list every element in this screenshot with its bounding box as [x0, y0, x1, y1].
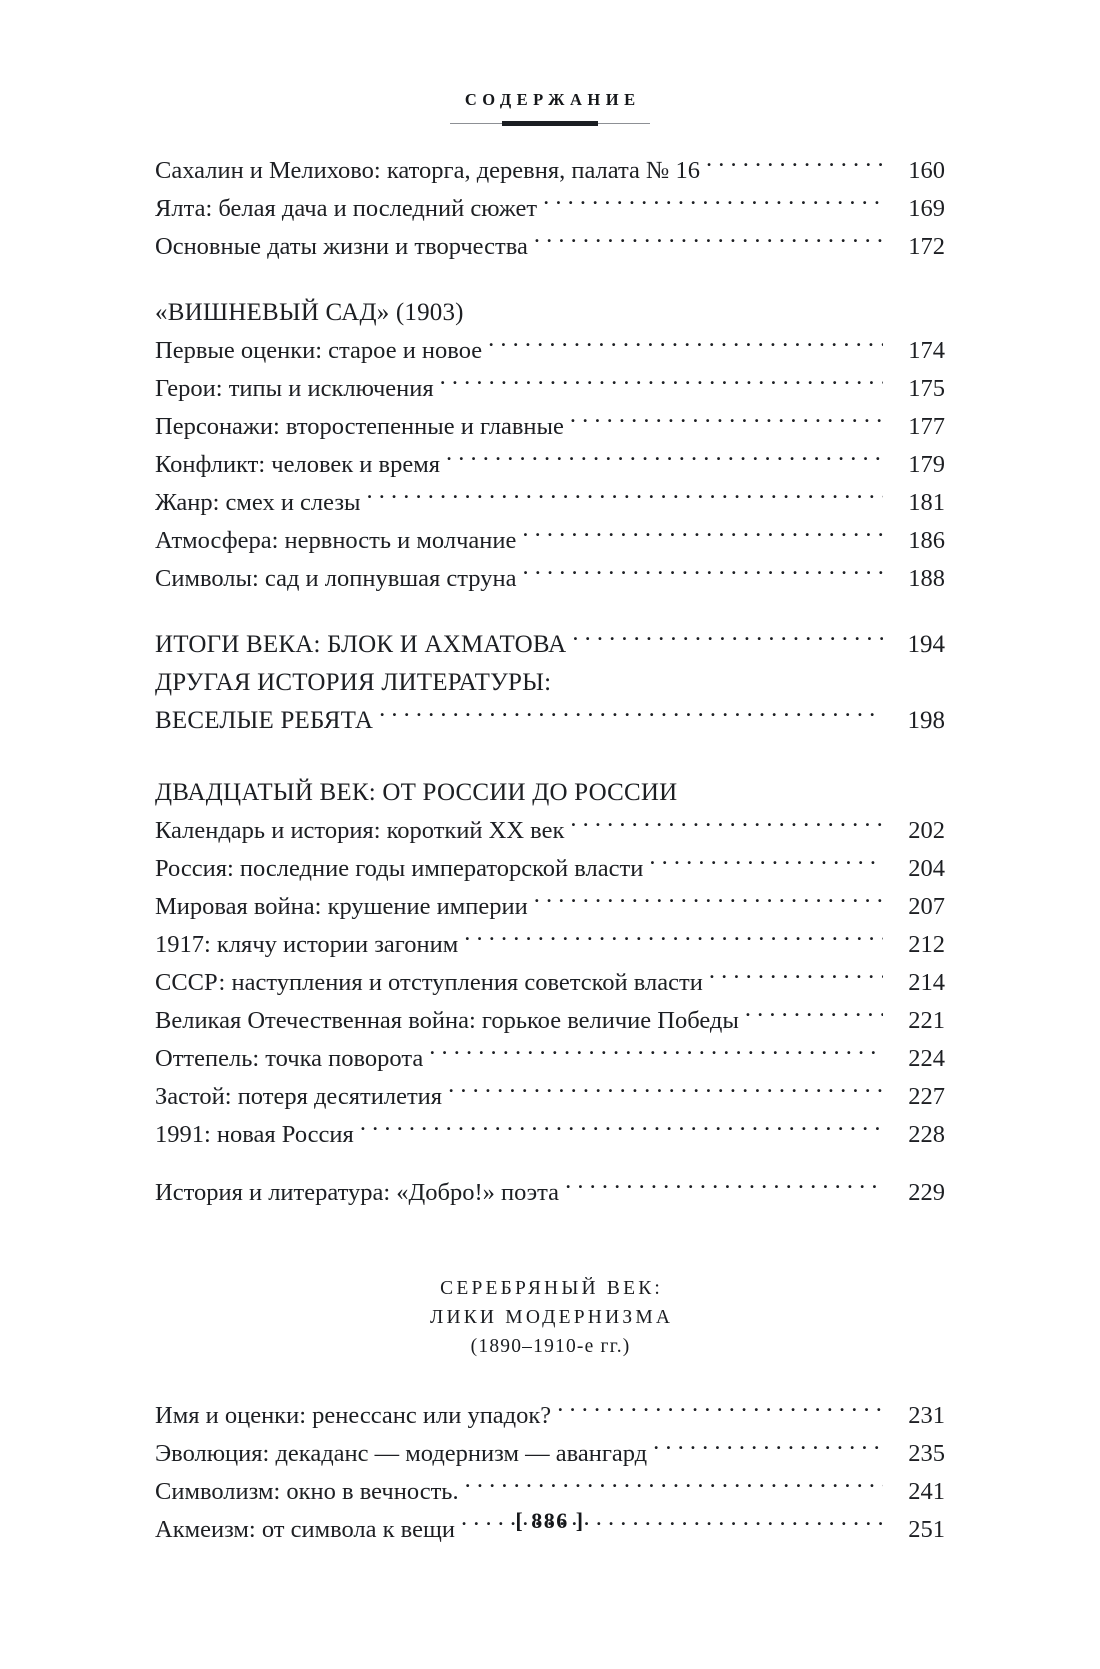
toc-entry-label: Великая Отечественная война: горькое величие Победы [155, 1007, 739, 1034]
dot-leader [677, 775, 883, 800]
toc-entry-label: Атмосфера: нервность и молчание [155, 527, 517, 554]
toc-entry[interactable] [155, 1397, 945, 1435]
toc-section-heading[interactable] [155, 294, 945, 332]
toc-entry[interactable] [155, 1435, 945, 1473]
toc-section-heading[interactable] [155, 774, 945, 812]
dot-leader [440, 372, 883, 397]
toc-entry-page: 198 [907, 707, 945, 734]
toc-entry-label: Ялта: белая дача и последний сюжет [155, 195, 538, 222]
page-title: СОДЕРЖАНИЕ [464, 90, 641, 109]
part-title-line-1: СЕРЕБРЯНЫЙ ВЕК: [440, 1278, 664, 1299]
toc-entry[interactable] [155, 370, 945, 408]
toc-entry-page: 175 [908, 375, 945, 402]
toc-entry-label: Символы: сад и лопнувшая струна [155, 565, 517, 592]
toc-entry[interactable] [155, 1002, 945, 1040]
toc-section-entry-line1[interactable] [155, 664, 945, 702]
toc-entry-page: 188 [908, 565, 945, 592]
toc-entry[interactable] [155, 964, 945, 1002]
toc-entry[interactable] [155, 408, 945, 446]
toc-entry-page: 241 [908, 1478, 945, 1505]
toc-entry-label: Имя и оценки: ренессанс или упадок? [155, 1402, 552, 1429]
toc-entry-page: 202 [908, 817, 945, 844]
toc-entry-page: 224 [908, 1045, 945, 1072]
dot-leader [522, 524, 883, 549]
dot-leader [706, 154, 883, 179]
spacer [155, 598, 945, 626]
toc-entry-page: 194 [907, 631, 945, 658]
toc-section-heading-label: «ВИШНЕВЫЙ САД» (1903) [155, 299, 464, 326]
dot-leader [565, 1176, 883, 1201]
toc-entry-page: 212 [908, 931, 945, 958]
toc-entry-label: История и литература: «Добро!» поэта [155, 1179, 560, 1206]
toc-entry-page: 181 [908, 489, 945, 516]
toc-entry[interactable] [155, 888, 945, 926]
dot-leader [709, 966, 883, 991]
dot-leader [522, 562, 883, 587]
toc-entry[interactable] [155, 228, 945, 266]
toc-entry-page: 235 [908, 1440, 945, 1467]
toc-entry[interactable] [155, 850, 945, 888]
toc-entry[interactable] [155, 522, 945, 560]
toc-entry-page: 174 [908, 337, 945, 364]
toc-entry-page: 231 [908, 1402, 945, 1429]
toc-entry-page: 169 [908, 195, 945, 222]
spacer [155, 740, 945, 774]
toc-entry[interactable] [155, 812, 945, 850]
toc-entry-label: Оттепель: точка поворота [155, 1045, 424, 1072]
toc-entry-page: 229 [908, 1179, 945, 1206]
dot-leader [464, 928, 883, 953]
toc-entry-label: Персонажи: второстепенные и главные [155, 413, 564, 440]
toc-entry-label: 1917: клячу истории загоним [155, 931, 459, 958]
toc-entry-label: Россия: последние годы императорской власти [155, 855, 644, 882]
dot-leader [379, 703, 883, 728]
toc-section-entry[interactable] [155, 626, 945, 664]
dot-leader [448, 1080, 883, 1105]
dot-leader [534, 890, 883, 915]
part-title [155, 1274, 945, 1361]
toc-entry[interactable] [155, 152, 945, 190]
dot-leader [543, 192, 883, 217]
toc-section-entry-label: ДРУГАЯ ИСТОРИЯ ЛИТЕРАТУРЫ: [155, 669, 552, 696]
folio-page-number: [ 886 ] [515, 1508, 585, 1533]
toc-entry-label: Мировая война: крушение империи [155, 893, 528, 920]
toc-entry[interactable] [155, 1473, 945, 1511]
dot-leader [366, 486, 883, 511]
toc-entry-page: 228 [908, 1121, 945, 1148]
toc-entry[interactable] [155, 926, 945, 964]
dot-leader [429, 1042, 883, 1067]
toc-entry-label: Застой: потеря десятилетия [155, 1083, 443, 1110]
toc-entry-page: 160 [908, 157, 945, 184]
toc-entry-page: 186 [908, 527, 945, 554]
toc-entry-page: 204 [908, 855, 945, 882]
part-title-line-2: ЛИКИ МОДЕРНИЗМА [430, 1307, 674, 1328]
dot-leader [572, 627, 883, 652]
dot-leader [557, 665, 883, 690]
toc-entry-label: 1991: новая Россия [155, 1121, 354, 1148]
toc-section-heading-label: ДВАДЦАТЫЙ ВЕК: ОТ РОССИИ ДО РОССИИ [155, 779, 678, 806]
toc-entry-page: 214 [908, 969, 945, 996]
dot-leader [653, 1437, 883, 1462]
toc-entry-label: Эволюция: декаданс — модернизм — авангард [155, 1440, 648, 1467]
toc-entry[interactable] [155, 1174, 945, 1212]
running-head [0, 0, 1100, 126]
spacer [155, 266, 945, 294]
dot-leader [465, 1475, 883, 1500]
toc-entry-page: 227 [908, 1083, 945, 1110]
toc-entry[interactable] [155, 1078, 945, 1116]
toc-entry-label: Герои: типы и исключения [155, 375, 434, 402]
toc-entry-label: Жанр: смех и слезы [155, 489, 361, 516]
toc-entry-label: Календарь и история: короткий XX век [155, 817, 565, 844]
dot-leader [745, 1004, 883, 1029]
toc-section-entry-line2[interactable] [155, 702, 945, 740]
toc-section-entry-label: ВЕСЕЛЫЕ РЕБЯТА [155, 707, 374, 734]
part-title-dates: (1890–1910-е гг.) [470, 1336, 631, 1357]
dot-leader [570, 410, 883, 435]
dot-leader [534, 230, 883, 255]
toc-entry[interactable] [155, 1040, 945, 1078]
toc-entry[interactable] [155, 1116, 945, 1154]
toc-entry-label: Конфликт: человек и время [155, 451, 441, 478]
toc-entry-label: Символизм: окно в вечность. [155, 1478, 459, 1505]
dot-leader [649, 852, 883, 877]
dot-leader [570, 814, 883, 839]
toc-entry[interactable] [155, 190, 945, 228]
toc-entry-page: 207 [908, 893, 945, 920]
toc-entry-label: Основные даты жизни и творчества [155, 233, 528, 260]
toc-entry-label: СССР: наступления и отступления советской власти [155, 969, 703, 996]
spacer [155, 1154, 945, 1174]
toc-entry-label: Первые оценки: старое и новое [155, 337, 483, 364]
dot-leader [557, 1399, 883, 1424]
toc-entry-page: 251 [908, 1516, 945, 1543]
toc-entry[interactable] [155, 332, 945, 370]
toc-entry-page: 172 [908, 233, 945, 260]
toc-entry-page: 177 [908, 413, 945, 440]
toc-entry-page: 221 [908, 1007, 945, 1034]
toc-section-entry-label: ИТОГИ ВЕКА: БЛОК И АХМАТОВА [155, 631, 567, 658]
toc-entry-label: Сахалин и Мелихово: каторга, деревня, палата № 16 [155, 157, 701, 184]
toc-entry[interactable] [155, 560, 945, 598]
header-rule [450, 121, 650, 126]
dot-leader [360, 1118, 883, 1143]
toc-entry-label: Акмеизм: от символа к вещи [155, 1516, 455, 1543]
toc-entry[interactable] [155, 484, 945, 522]
dot-leader [488, 334, 883, 359]
toc-entry-page: 179 [908, 451, 945, 478]
toc-list [155, 126, 945, 1549]
spacer [155, 1361, 945, 1397]
toc-entry[interactable] [155, 446, 945, 484]
dot-leader [464, 295, 883, 320]
dot-leader [446, 448, 883, 473]
